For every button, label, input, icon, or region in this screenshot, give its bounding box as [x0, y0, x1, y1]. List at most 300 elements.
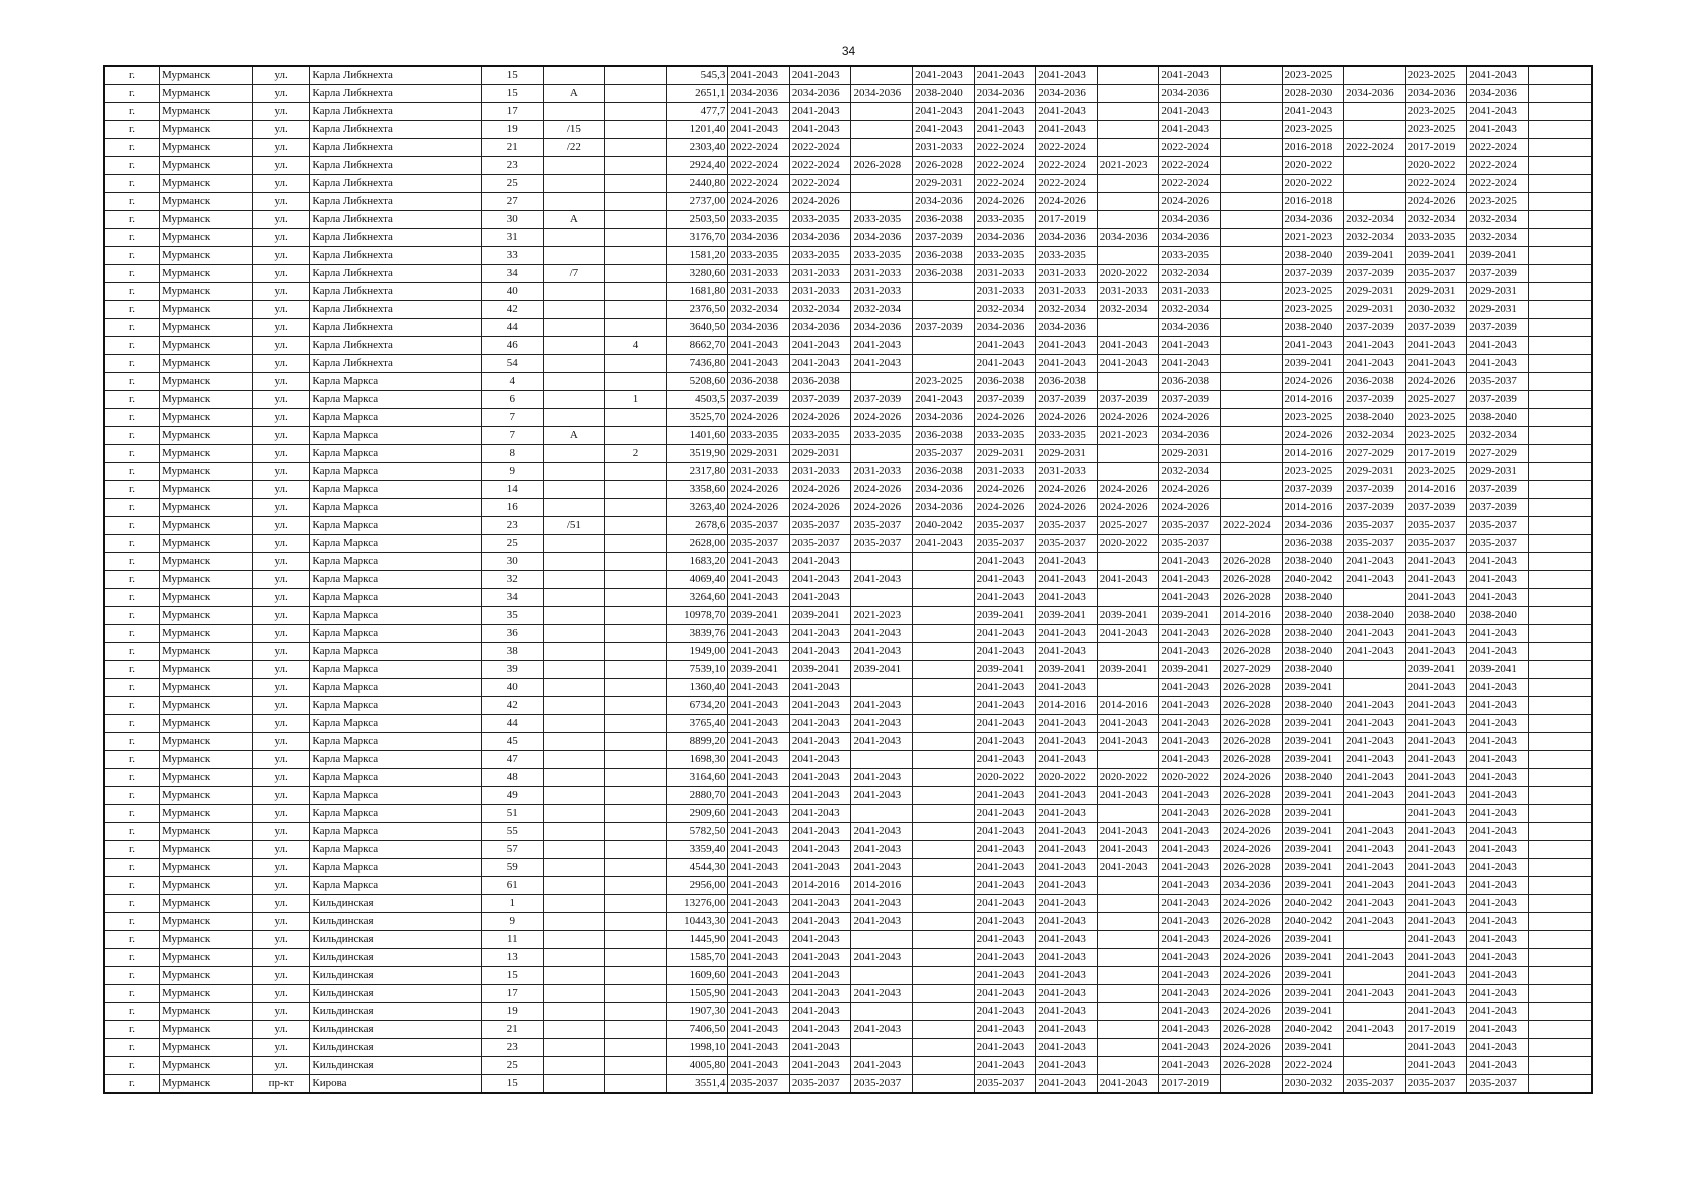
table-cell: 2041-2043 — [1467, 985, 1529, 1003]
table-cell: 2022-2024 — [728, 157, 790, 175]
table-cell: г. — [104, 967, 160, 985]
table-cell: 2024-2026 — [789, 409, 851, 427]
table-cell: г. — [104, 625, 160, 643]
table-cell — [1344, 589, 1406, 607]
table-cell: 2024-2026 — [1159, 499, 1221, 517]
table-cell: 2036-2038 — [913, 265, 975, 283]
table-cell: 2376,50 — [666, 301, 728, 319]
table-cell: 5208,60 — [666, 373, 728, 391]
table-row — [104, 733, 1592, 751]
table-cell — [913, 1039, 975, 1057]
table-cell: 2039-2041 — [1282, 787, 1344, 805]
table-cell: 2035-2037 — [1405, 1075, 1467, 1094]
table-cell — [605, 697, 667, 715]
table-cell — [913, 1003, 975, 1021]
table-cell: ул. — [252, 85, 310, 103]
table-row — [104, 589, 1592, 607]
table-cell: ул. — [252, 535, 310, 553]
table-cell: 2032-2034 — [974, 301, 1036, 319]
table-cell — [543, 373, 605, 391]
table-cell — [913, 337, 975, 355]
table-row — [104, 301, 1592, 319]
table-cell: 36 — [482, 625, 544, 643]
table-cell: 23 — [482, 1039, 544, 1057]
table-cell — [543, 1057, 605, 1075]
table-cell: 2039-2041 — [1282, 877, 1344, 895]
table-cell: 2040-2042 — [1282, 895, 1344, 913]
table-cell: Мурманск — [160, 499, 253, 517]
table-cell: Мурманск — [160, 931, 253, 949]
table-cell: 2041-2043 — [789, 733, 851, 751]
table-cell: 23 — [482, 517, 544, 535]
table-cell: 4005,80 — [666, 1057, 728, 1075]
table-cell: 2025-2027 — [1405, 391, 1467, 409]
table-cell: Кильдинская — [310, 1057, 482, 1075]
table-cell: 2035-2037 — [1159, 517, 1221, 535]
table-cell: 2041-2043 — [1036, 859, 1098, 877]
table-cell: 2041-2043 — [851, 859, 913, 877]
table-cell: 2041-2043 — [1344, 643, 1406, 661]
table-cell: 2039-2041 — [1282, 1003, 1344, 1021]
table-cell: 2035-2037 — [1467, 373, 1529, 391]
table-cell — [1097, 949, 1159, 967]
table-cell — [543, 337, 605, 355]
table-cell: ул. — [252, 481, 310, 499]
table-cell — [913, 355, 975, 373]
table-cell: 2041-2043 — [1159, 985, 1221, 1003]
table-cell: 2041-2043 — [974, 1057, 1036, 1075]
table-cell: ул. — [252, 643, 310, 661]
table-cell: 2041-2043 — [1036, 715, 1098, 733]
table-cell: 2034-2036 — [1159, 319, 1221, 337]
table-cell: 2041-2043 — [1159, 355, 1221, 373]
table-cell — [1344, 121, 1406, 139]
table-cell — [543, 229, 605, 247]
table-cell: 2041-2043 — [789, 571, 851, 589]
table-cell: 31 — [482, 229, 544, 247]
table-cell: 10443,30 — [666, 913, 728, 931]
table-cell: 2041-2043 — [913, 121, 975, 139]
table-cell: 2041-2043 — [789, 769, 851, 787]
table-cell: 3640,50 — [666, 319, 728, 337]
table-cell: 2041-2043 — [1344, 823, 1406, 841]
table-cell — [1220, 463, 1282, 481]
table-cell: 2041-2043 — [974, 733, 1036, 751]
table-cell: Мурманск — [160, 859, 253, 877]
table-cell: 2041-2043 — [1467, 787, 1529, 805]
table-cell: 2029-2031 — [974, 445, 1036, 463]
table-cell — [1528, 247, 1592, 265]
table-row — [104, 859, 1592, 877]
table-cell — [1220, 427, 1282, 445]
table-cell — [1528, 571, 1592, 589]
table-cell: 2030-2032 — [1405, 301, 1467, 319]
table-cell: 2041-2043 — [1097, 715, 1159, 733]
table-cell: 2031-2033 — [789, 265, 851, 283]
table-cell — [605, 463, 667, 481]
table-cell: 2029-2031 — [1159, 445, 1221, 463]
table-cell: Мурманск — [160, 985, 253, 1003]
table-cell: 3176,70 — [666, 229, 728, 247]
table-cell — [605, 895, 667, 913]
table-cell — [543, 895, 605, 913]
table-cell — [1097, 1057, 1159, 1075]
table-cell: 2041-2043 — [1344, 751, 1406, 769]
table-cell: 2022-2024 — [1282, 1057, 1344, 1075]
table-cell: ул. — [252, 553, 310, 571]
table-cell — [851, 373, 913, 391]
table-cell: 2016-2018 — [1282, 193, 1344, 211]
table-cell: ул. — [252, 877, 310, 895]
table-cell: г. — [104, 841, 160, 859]
table-cell: 2041-2043 — [1159, 949, 1221, 967]
table-cell — [1344, 1057, 1406, 1075]
table-cell: 2041-2043 — [1097, 1075, 1159, 1094]
table-cell: 2026-2028 — [1220, 679, 1282, 697]
table-cell: г. — [104, 805, 160, 823]
table-cell: Карла Либкнехта — [310, 211, 482, 229]
table-cell: 2041-2043 — [728, 571, 790, 589]
table-cell: г. — [104, 553, 160, 571]
table-cell: 2040-2042 — [1282, 1021, 1344, 1039]
table-cell — [851, 679, 913, 697]
table-cell: 2041-2043 — [728, 967, 790, 985]
table-cell: 2022-2024 — [1159, 139, 1221, 157]
table-cell: Карла Маркса — [310, 607, 482, 625]
table-cell: 2041-2043 — [1344, 985, 1406, 1003]
table-cell: ул. — [252, 859, 310, 877]
table-cell: 2033-2035 — [1159, 247, 1221, 265]
table-cell: 1 — [482, 895, 544, 913]
table-cell: 2024-2026 — [1282, 373, 1344, 391]
table-cell: 2041-2043 — [789, 679, 851, 697]
table-cell: 2041-2043 — [1036, 355, 1098, 373]
table-cell: 2027-2029 — [1467, 445, 1529, 463]
table-cell: г. — [104, 697, 160, 715]
table-row — [104, 229, 1592, 247]
table-cell: г. — [104, 607, 160, 625]
table-cell — [543, 499, 605, 517]
table-cell: 545,3 — [666, 66, 728, 85]
table-cell: Мурманск — [160, 661, 253, 679]
table-cell — [1097, 751, 1159, 769]
table-cell: 2034-2036 — [974, 85, 1036, 103]
table-cell: 2022-2024 — [1220, 517, 1282, 535]
table-cell: 2041-2043 — [728, 823, 790, 841]
table-cell: 2041-2043 — [1036, 895, 1098, 913]
table-cell: 2022-2024 — [1344, 139, 1406, 157]
table-cell: г. — [104, 877, 160, 895]
table-cell: 2041-2043 — [851, 643, 913, 661]
table-cell: 2039-2041 — [1282, 985, 1344, 1003]
table-cell — [605, 859, 667, 877]
table-cell: 2032-2034 — [1344, 427, 1406, 445]
table-cell — [1528, 1057, 1592, 1075]
table-cell: 34 — [482, 265, 544, 283]
table-cell: 4 — [482, 373, 544, 391]
table-cell: 2041-2043 — [1467, 877, 1529, 895]
table-cell: 2041-2043 — [1159, 877, 1221, 895]
table-cell — [1220, 103, 1282, 121]
table-cell: 2039-2041 — [1282, 931, 1344, 949]
table-cell: Мурманск — [160, 949, 253, 967]
table-cell: 2023-2025 — [1405, 427, 1467, 445]
table-cell: 2041-2043 — [1159, 805, 1221, 823]
table-cell — [1344, 193, 1406, 211]
table-cell: 2041-2043 — [789, 355, 851, 373]
table-cell: 2038-2040 — [1282, 607, 1344, 625]
table-cell: г. — [104, 103, 160, 121]
table-cell: г. — [104, 355, 160, 373]
table-cell — [1528, 373, 1592, 391]
table-cell: 2039-2041 — [1036, 661, 1098, 679]
table-cell: ул. — [252, 787, 310, 805]
table-cell: 27 — [482, 193, 544, 211]
table-cell: ул. — [252, 193, 310, 211]
table-cell — [543, 355, 605, 373]
table-cell: 2041-2043 — [974, 751, 1036, 769]
table-row — [104, 337, 1592, 355]
table-cell: Карла Либкнехта — [310, 265, 482, 283]
table-cell: 2029-2031 — [789, 445, 851, 463]
table-cell: 2034-2036 — [728, 229, 790, 247]
table-cell: Карла Маркса — [310, 823, 482, 841]
table-cell: Мурманск — [160, 193, 253, 211]
table-cell: 2024-2026 — [1220, 841, 1282, 859]
table-cell — [605, 85, 667, 103]
table-cell: 2031-2033 — [728, 283, 790, 301]
table-cell: 2041-2043 — [1036, 985, 1098, 1003]
table-cell: 2031-2033 — [1036, 283, 1098, 301]
table-cell: 2036-2038 — [913, 427, 975, 445]
table-cell: 44 — [482, 715, 544, 733]
table-cell: /15 — [543, 121, 605, 139]
table-cell: 2037-2039 — [1344, 391, 1406, 409]
table-cell: 2503,50 — [666, 211, 728, 229]
table-cell: 2041-2043 — [974, 859, 1036, 877]
table-cell: 2317,80 — [666, 463, 728, 481]
table-cell: 2035-2037 — [789, 1075, 851, 1094]
table-cell: 2041-2043 — [974, 985, 1036, 1003]
table-cell: 2036-2038 — [1282, 535, 1344, 553]
table-cell: 2038-2040 — [1344, 409, 1406, 427]
table-cell: 5782,50 — [666, 823, 728, 841]
table-cell: 2041-2043 — [1467, 643, 1529, 661]
table-cell: 2038-2040 — [1344, 607, 1406, 625]
table-row — [104, 751, 1592, 769]
table-cell: 2041-2043 — [1344, 337, 1406, 355]
table-cell: 2038-2040 — [1405, 607, 1467, 625]
table-cell — [543, 643, 605, 661]
table-cell: г. — [104, 1039, 160, 1057]
table-cell: 21 — [482, 139, 544, 157]
table-cell: 2031-2033 — [851, 283, 913, 301]
table-cell: 2041-2043 — [1405, 355, 1467, 373]
table-cell — [851, 805, 913, 823]
table-cell: 2041-2043 — [851, 769, 913, 787]
table-cell: 2035-2037 — [851, 1075, 913, 1094]
table-cell: Мурманск — [160, 66, 253, 85]
table-cell — [1528, 157, 1592, 175]
table-cell: 3765,40 — [666, 715, 728, 733]
table-cell: 2041-2043 — [728, 625, 790, 643]
table-cell: г. — [104, 301, 160, 319]
table-cell: 2041-2043 — [851, 355, 913, 373]
table-cell: 2041-2043 — [1405, 625, 1467, 643]
table-cell: 2024-2026 — [974, 193, 1036, 211]
table-cell: 2041-2043 — [1036, 643, 1098, 661]
table-cell: 2041-2043 — [728, 949, 790, 967]
table-cell: 2037-2039 — [789, 391, 851, 409]
table-cell — [1097, 193, 1159, 211]
table-row — [104, 1057, 1592, 1075]
table-cell: 2041-2043 — [1405, 571, 1467, 589]
table-cell: 2041-2043 — [1467, 1039, 1529, 1057]
table-cell: 2041-2043 — [1159, 913, 1221, 931]
table-cell: 2039-2041 — [1467, 247, 1529, 265]
table-cell: ул. — [252, 949, 310, 967]
table-cell: 2038-2040 — [1282, 319, 1344, 337]
table-cell: ул. — [252, 841, 310, 859]
table-cell — [1528, 66, 1592, 85]
table-cell: 2041-2043 — [1036, 337, 1098, 355]
table-cell — [543, 805, 605, 823]
table-cell: 2037-2039 — [1344, 319, 1406, 337]
table-cell — [1528, 445, 1592, 463]
table-cell: 2628,00 — [666, 535, 728, 553]
table-cell — [1528, 679, 1592, 697]
table-cell — [1528, 895, 1592, 913]
table-cell: 2037-2039 — [1467, 265, 1529, 283]
table-cell: 2036-2038 — [913, 211, 975, 229]
table-cell: 7436,80 — [666, 355, 728, 373]
table-cell — [1528, 211, 1592, 229]
table-cell: 2041-2043 — [789, 859, 851, 877]
table-cell — [543, 1021, 605, 1039]
table-cell: ул. — [252, 337, 310, 355]
table-cell: 25 — [482, 175, 544, 193]
table-cell — [1220, 193, 1282, 211]
table-cell — [1528, 787, 1592, 805]
table-cell: г. — [104, 463, 160, 481]
table-row — [104, 517, 1592, 535]
table-cell — [851, 967, 913, 985]
table-cell — [1528, 193, 1592, 211]
table-cell: 2022-2024 — [728, 139, 790, 157]
table-row — [104, 121, 1592, 139]
table-cell — [851, 589, 913, 607]
table-cell — [851, 139, 913, 157]
table-cell: 2041-2043 — [1405, 679, 1467, 697]
table-cell: 1201,40 — [666, 121, 728, 139]
table-cell: 2041-2043 — [974, 823, 1036, 841]
table-cell: 2026-2028 — [1220, 1021, 1282, 1039]
table-cell: 2041-2043 — [913, 66, 975, 85]
table-cell: 2031-2033 — [974, 283, 1036, 301]
table-cell: 2035-2037 — [1467, 517, 1529, 535]
table-cell: 2022-2024 — [974, 175, 1036, 193]
table-cell — [1097, 589, 1159, 607]
table-cell: 2036-2038 — [1159, 373, 1221, 391]
table-row — [104, 877, 1592, 895]
table-cell: 2017-2019 — [1036, 211, 1098, 229]
table-cell: 2041-2043 — [789, 751, 851, 769]
table-cell: 39 — [482, 661, 544, 679]
table-cell — [1220, 139, 1282, 157]
table-cell: 2033-2035 — [1036, 427, 1098, 445]
table-cell: 2041-2043 — [1159, 715, 1221, 733]
table-cell: Карла Либкнехта — [310, 229, 482, 247]
table-cell: г. — [104, 895, 160, 913]
table-cell: 2020-2022 — [1282, 157, 1344, 175]
table-cell: 59 — [482, 859, 544, 877]
table-cell: 2038-2040 — [1282, 247, 1344, 265]
table-cell: 2041-2043 — [1344, 913, 1406, 931]
table-cell: 2017-2019 — [1405, 139, 1467, 157]
table-cell: 11 — [482, 931, 544, 949]
table-cell: 2032-2034 — [1405, 211, 1467, 229]
table-cell — [605, 913, 667, 931]
table-cell: 2041-2043 — [1405, 985, 1467, 1003]
table-cell: Кильдинская — [310, 1039, 482, 1057]
table-cell: 2024-2026 — [728, 499, 790, 517]
table-cell: 2031-2033 — [728, 265, 790, 283]
table-cell: ул. — [252, 157, 310, 175]
table-row — [104, 949, 1592, 967]
table-cell: 2033-2035 — [851, 427, 913, 445]
table-cell — [605, 625, 667, 643]
table-cell: 2041-2043 — [1467, 931, 1529, 949]
table-cell: 2027-2029 — [1344, 445, 1406, 463]
table-cell: 2034-2036 — [728, 85, 790, 103]
table-row — [104, 535, 1592, 553]
table-cell: 6 — [482, 391, 544, 409]
table-cell: 2032-2034 — [1097, 301, 1159, 319]
table-cell: ул. — [252, 1021, 310, 1039]
table-cell: г. — [104, 175, 160, 193]
table-cell: 2020-2022 — [974, 769, 1036, 787]
table-cell: 2039-2041 — [1282, 679, 1344, 697]
table-cell: 2041-2043 — [728, 859, 790, 877]
table-cell: 2041-2043 — [1036, 1003, 1098, 1021]
table-cell: 2022-2024 — [789, 157, 851, 175]
table-cell: 2651,1 — [666, 85, 728, 103]
table-cell — [543, 571, 605, 589]
table-cell: 2035-2037 — [1467, 1075, 1529, 1094]
table-cell: 2017-2019 — [1405, 1021, 1467, 1039]
table-cell: Карла Маркса — [310, 409, 482, 427]
table-cell: 2041-2043 — [728, 895, 790, 913]
table-cell: 48 — [482, 769, 544, 787]
table-cell — [1528, 805, 1592, 823]
table-cell: 9 — [482, 463, 544, 481]
table-cell: г. — [104, 769, 160, 787]
table-cell: 2024-2026 — [1036, 499, 1098, 517]
table-cell: г. — [104, 85, 160, 103]
table-cell: 2041-2043 — [974, 913, 1036, 931]
table-cell — [1097, 139, 1159, 157]
table-cell: 2022-2024 — [1159, 175, 1221, 193]
table-cell: 2037-2039 — [851, 391, 913, 409]
table-cell: Мурманск — [160, 139, 253, 157]
table-cell: 15 — [482, 967, 544, 985]
table-cell: 2034-2036 — [913, 409, 975, 427]
table-cell: 2041-2043 — [1036, 931, 1098, 949]
table-cell: 2036-2038 — [728, 373, 790, 391]
table-cell: 2041-2043 — [1097, 859, 1159, 877]
table-cell: Мурманск — [160, 481, 253, 499]
table-cell: г. — [104, 1057, 160, 1075]
